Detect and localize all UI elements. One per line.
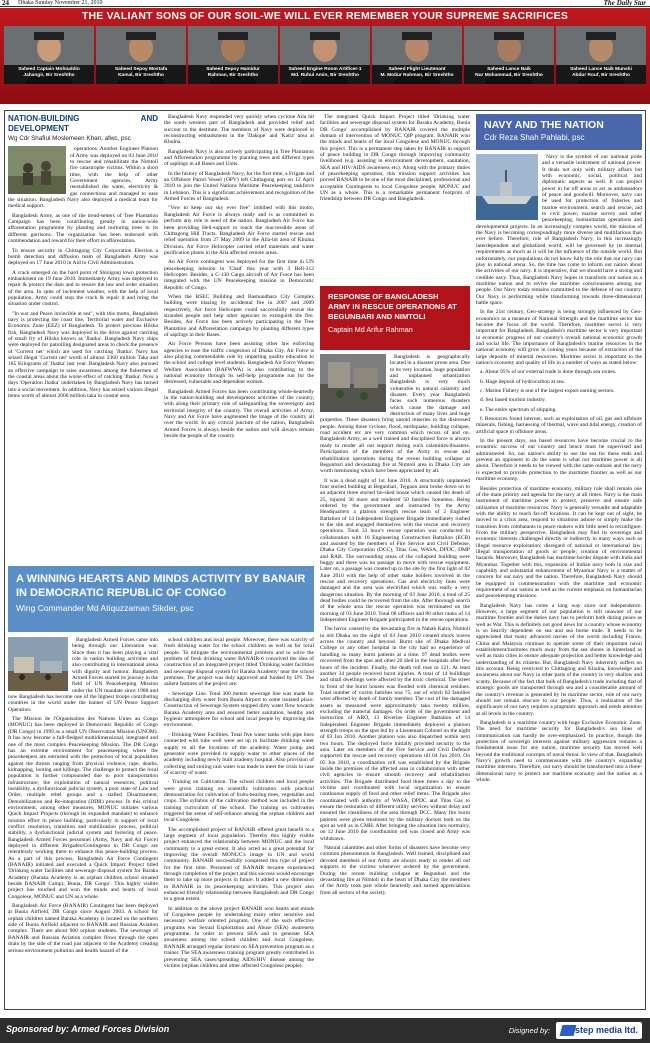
portrait-title: Jahangir, Bir Sreshtho — [23, 73, 75, 78]
article-title: A WINNING HEARTS AND MINDS ACTIVITY BY BANAIR IN DEMOCRATIC REPUBLIC OF CONGO — [16, 573, 306, 599]
article-para: - Training on Cultivation. The school children and local people were given training on scientific cultivation with practical demonstration for cultivation of fruits-bearing trees, vegetables and crops. The syllabus of the cultivation method was included in the training curriculum of the school. The training on cultivation triggered the sense of self-reliance among the orphan children and local Congolese. — [164, 779, 314, 824]
article-body — [320, 354, 470, 896]
portrait-title: Md. Ruhul Amin, Bir Sreshtho — [291, 73, 359, 78]
article-title: NATION-BUILDING AND DEVELOPMENT — [8, 114, 158, 133]
article-para: Bangladesh Navy is also actively participating in Tree Plantation and Afforestation programme by planting trees and different types of saplings in all Bases and Units. — [164, 148, 314, 168]
article-banair-header — [8, 566, 314, 632]
portrait-title: Abdur Rouf, Bir Sreshtho — [572, 73, 630, 78]
article-banair-end — [320, 114, 470, 206]
portrait-name: Saheed Captain Mohiuddin — [18, 67, 80, 72]
portrait-card — [188, 26, 278, 84]
banair-photo — [8, 637, 68, 691]
portrait-caption — [280, 65, 370, 84]
article-para: Natural calamities and other forms of disasters have become very common phenomenon in Bangladesh. Well trained, disciplined and devoted members of our Army are always ready to render all out supports to the victims whenever ordered by the government. During the recent building collapse at Begunbari and the devastating fire at Nimtoli in the heart of Dhaka City the members of the Army took part whole heartedly and earned appreciations from all sectors of the society. — [320, 845, 470, 896]
article-para: When the BSEC Building and Bashundhara City Complex building were blazing by accidental fire in 2007 and 2009 respectively, Air force Helicopter could successfully rescue the stranded people and help other agencies to extinguish the fire. Besides, Air Force has been actively participating in the Tree Plantation and Afforestation campaign by planting different types of saplings in their Bases. — [164, 293, 314, 338]
designer-logo — [556, 1022, 642, 1039]
portrait-name: Saheed Lance Naik — [487, 67, 531, 72]
designer-logo-text: step media ltd. — [574, 1025, 638, 1035]
article-nation-building-cont — [164, 114, 314, 443]
article-para: Bangladesh Navy responded very quickly when cyclone Aila hit the south western part of Bangladesh and provided relief and succour to the destitute. The members of Navy were deployed in reconstructing embankment in the 'Dakope' and 'Kaira' area at Khulna. — [164, 114, 314, 146]
article-para: The Mission de l'Organisation des Nations Unies au Congo (MONUC) has been deployed in Democratic Republic of Congo (DR Congo) in 1999 as a small UN Observation Mission (UNOM). It has now become a full-fledged multidimensional, integrated and one of the most complex Peacekeeping Mission. The DR Congo has an extreme environment for peacekeeping where the peacekeepers are entrusted with the protection of local population against the threats ranging from physical violence, rape, deaths, kidnapping, looting and killings. The challenge to protect the local population is further compounded due to poor transportation infrastructure, the exploitation of natural resources, political instability, a dysfunctional judicial system, a poor state of Law and Order, multiple rebel groups and a stalled Disarmament, Demobilization and Re-integration (DDR) process. In this critical environment, among other measures, MONUC initiates various Quick Impact Projects (through its expanded mandate) to enhance mission effort in peace building, particularly in support of local conflict resolution, transition and stabilization process, political stability, a dysfunctional judicial system and fostering of peace. Bangladesh Armed Forces personnel (Army, Navy and Air Force) deployed in different Brigades/Contingents in DR Congo are relentlessly working there to enhance this peace-building process. As a part of this process, Bangladesh Air Force Contingent (BANAIR) initiated and executed a Quick Impact Project titled 'Drinking water facilities and sewerage disposal system for Baraka Academy (Baraka Academy is an orphan children school situated beside BANAIR Camp), Bunia, DR Congo'. This highly visible project has touched and won the minds and hearts of local Congolese, MONUC and UN as a whole. — [8, 716, 158, 900]
article-para: In the 21st century, Geo-strategy is being strongly influenced by Geo-economics as a measure of National Strength and the maritime sector has become the focus of the world. Therefore, maritime sector is very important for Bangladesh. Bangladesh's maritime sector is very important in economic progress of our country's overall national economic growth and social life. The importance of Bangladesh's marine resources in the national economy will grow in coming years because of extraction of the large deposits of mineral resources. Maritime sector is important to the nation's economy and quality of life in a number of ways as stated below: — [476, 309, 642, 366]
portrait-name: Saheed Lance Naik Munshi — [570, 67, 632, 72]
article-title: NAVY AND THE NATION — [484, 119, 604, 131]
rescue-photo — [320, 354, 386, 412]
article-para: In the history of Bangladesh Navy, for the first time, a Frigate and an Offshore Patrol Vessel (OPV) left Chittagong port on 12 April 2010 to join the United Nations Maritime Peacekeeping taskforce in Lebanon. This is a significant achievement and recognition of the Armed Forces of Bangladesh. — [164, 170, 314, 203]
article-para: The havoc caused by the devastating fire at Nabab Katra, Nimtoli in old Dhaka on the night of 03 June 2010 created shock waves across the country and beyond. Burnt site of Dhaka Medical College or any other hospital in the city had no experience of handling so many burnt patients at a time. 97 dead bodies were recovered from the spot and other 20 died in the hospitals after few hours of the incident. Finally, the death toll rose to 121. At least another 34 people received burnt injuries. A total of 14 buildings and small dwellings were affected by the toxic chemical. The street in front of the burnt houses was flooded with chemical residues. Total number of victim families was 75, out of which 63 families were affected by death of family member. The cost of the damaged assets as measured were approximately taka twenty million, excluding the material damages. On order of the government and instruction of ARO, 13 Riverine Engineer Battalion of 14 Independent Engineer Brigade immediately deployed a platoon strength troops on the spot led by a Lieutenant Colonel on the night of 03 Jun 2010. Another platoon was also dispatched within next two hours. The deployed force initially provided security to the area. Later on members of the Fire Service and Civil Defence supported the rescue and recovery operations till 04 Jun 2010. On 05 Jun 2010, a coordination cell was established by the Brigade inside the premises of the affected area in collaboration with other civil agencies to ensure smooth recovery and rehabilitation activities. The Brigade distributed food three times a day to the victims and coordinated with local organization to ensure continuous supply of food and other relief items. The Brigade also coordinated with authority of WASA, DPDC and Titas Gas to ensure the restoration of different utility services without delay and ensured the cleanliness of the area through DCC. Many fire burnt patients were given treatment by the military doctors both on the spot as well as in CMH. After bringing the situation into normalcy, on 12 June 2010 the coordination cell was closed and Army was withdrawn. — [320, 626, 470, 842]
article-rescue-header — [320, 286, 470, 350]
portrait-card — [4, 26, 94, 84]
article-para: operations. Another Engineer Platoon of Army was deployed on 03 June 2010 to rescue and rehabilitate the Nimtoli fire catastrophe victims. Within a short time, with the help of other Government agencies, Army reestablished the water, electricity & gas connections and managed to ease the situation. Bangladesh Navy also deployed a medical team for medical support. — [8, 146, 158, 210]
banner-title: THE VALIANT SONS OF OUR SOIL-WE WILL EVER REMEMBER YOUR SUPREME SACRIFICES — [81, 10, 569, 22]
article-para: A crack emerged on the hard point of Shinigonj town protection embankment on 19 June 2010. Immediately Army was deployed to repair & protect the dam and to ensure the law and order situation of the area. In spite of inclement weather, with the help of local population, Army could stop the crack & repair it and bring the situation under control. — [8, 269, 158, 308]
article-navy-body — [476, 154, 642, 786]
article-para: - Sewerage Line. Total 300 meters sewerage line was made for discharging dirty water from Bunia Airport to some isolated place. Construction of Sewerage System stopped dirty water flow towards Baraka Academy area and ensured better sanitation, healthy and hygienic atmosphere for school and local people by improving the environment. — [164, 690, 314, 729]
portrait-card — [556, 26, 646, 84]
portrait-row — [4, 26, 646, 84]
portrait-caption — [4, 65, 94, 84]
portrait-name: Saheed Engine Room Artificer-1 — [288, 67, 362, 72]
article-para: Besides protection of maritime economy, military role shall remain one of the main priority and agenda for the navy at all times. Navy is the main instrument of maritime power to protect, preserve and ensure safe utilization of maritime resources. Navy is generally versatile and adaptable with the ability to reach far-off locations. It can be kept out of sight, be moved to a crisis area, respond to situations ashore or simply make the transition from combatants to peace makers with little need to reconfigure. From the military perspective, Bangladesh may find its sovereign and economic interests challenged directly or indirectly in many ways such as illegal resource exploitation; disregard of national or international law; illegal transportation of goods or people; creation of environmental hazards. Moreover, Bangladesh has maritime border dispute with India and Myanmar. Together with this, expansion of Indian navy both in size and capability and substantial enhancement of Myanmar Navy is a matter of concern for our navy and the nation. Therefore, Bangladesh Navy should be equipped in commensuration with the maritime and economic requirement of our nation as well as the current emphasis on humanitarian and peacekeeping missions. — [476, 485, 642, 600]
article-para: "In war and Peace invincible at sea", with this motto, Bangladesh navy is protecting the coast line, Territorial water and Exclusive Economic Zone (EEZ) of Bangladesh. To protect precious Hilsha fish, Bangladesh Navy was deployed in the drive against catching of small fry of Hilsha known as 'Jhatka'. Bangladesh Navy ships were deployed for patrolling designated areas to check the presence of 'Current net' which are used for catching 'Jhatka'. Navy has seized illegal 'Current net' worth of almost 2360 million Taka and 185 Kilograms of 'Jhatka' last year. Bangladesh Navy also pursued an effective campaign to raise awareness among the fishermen of the coastal areas about the worse effect of catching 'Jhatka'. Now a days 'Operation Jhatka' undertaken by Bangladesh Navy has turned into a social movement. In addition, Navy has seized various illegal items worth of almost 2000 million taka in coastal area. — [8, 310, 158, 400]
article-body-cont — [164, 637, 314, 969]
article-para: Navy is the symbol of our national pride and a versatile instrument of national power. It deals not only with military affairs but with economic, social, political and diplomatic aspects as well. It can project power in far off areas or act as ambassadors of peace and goodwill. Moreover, navy can be used for protection of fisheries and marine environment, search and rescue, aid to civil power, marine survey and other peacekeeping, humanitarian operations and developmental projects. In an increasingly complex world, the mission of the Navy is becoming correspondingly more diverse and multifarious than ever before. Therefore, role of Bangladesh Navy, in this increasingly interdependent and globalized world, will be governed by its internal requirements as much as it will be the influence of the outside world. But unfortunately, our populations do not know fully the role that our navy can play in national arena. So, the time has come to inform our nation about the activities of our navy. It is imperative, that we should have a strong and credible navy. Thus, Bangladesh Navy hopes to transform our nation as a maritime nation and to revive the maritime consciousness among our people. Our Navy today remains committed to the defense of our country. Our Navy is performing while transforming towards three-dimensional battle space. — [476, 154, 642, 306]
tribute-banner — [0, 8, 650, 104]
portrait-caption — [372, 65, 462, 84]
article-para: c. Marine Fishery is one of the largest export earning sectors. — [480, 388, 615, 395]
portrait-name: Saheed Flight Lieutenant — [388, 67, 446, 72]
article-para: Bangladesh Armed Forces has been contributing whole-heartedly in the nation-building and development activities of the country, with along their primary role of safeguarding the sovereignty and territorial integrity of the country. The overall activities of Army, Navy and Air Force have augmented the image of the country all over the world. In any critical juncture of the nation, Bangladesh Armed Forces is always beside the nation and will always remain beside the people of the country. — [164, 388, 314, 440]
article-para: Bangladesh is geographically located in a disaster prone area. Due to its very location, huge population and unplanned urbanization Bangladesh is very much vulnerable to natural calamity and disaster. Every year Bangladesh faces such numerous disasters which cause the damage and destruction of many lives and huge properties. These disasters bring untold miseries to the distressed people. Among those cyclone, flood, earthquake, building collapse, road accident etc are very common which recurs of and on. Bangladesh Army, as a well trained and disciplined force is always ready to render all out support during such calamities/disasters. Participation of the members of the Army in rescue and rehabilitation operations during the recent building collapse at Begunbari and devastating fire at Nimtoli area in Dhaka City are worth mentioning which have been appreciated by all. — [320, 354, 470, 475]
portrait-card — [280, 26, 370, 84]
portrait-title: Rahman, Bir Sreshtho — [207, 73, 259, 78]
portrait-title: M. Motiur Rahman, Bir Sreshtho — [380, 73, 454, 78]
article-byline: Captain Md Arifur Rahman — [328, 325, 413, 334]
page-footer — [0, 1018, 650, 1043]
portrait-card — [96, 26, 186, 84]
article-title: RESPONSE OF BANGLADESH ARMY IN RESCUE OPERATIONS AT BEGUNBARI AND NIMTOLI — [328, 292, 457, 321]
article-para: The accomplished project of BANAIR offered great benefit to a large segment of local population. Thereby this highly visible project enhanced the relationship between MONUC and the local community to a great extent. It also acted as a great potential for improving the overall MONUC's image to UN and world community. BANAIR successfully completed this type of project for the first time. Personnel of BANAIR became experienced through completion of the project and this success would encourage them to take up more projects in future. It added a new dimension to BANAIR in its peacekeeping activities. This project also enhanced friendly relationship between Bangladesh and DR Congo to a great extent. — [164, 826, 314, 903]
portrait-card — [372, 26, 462, 84]
page-number: 24 — [2, 0, 9, 7]
portrait-caption — [96, 65, 186, 84]
navy-photo — [476, 154, 538, 220]
article-para: To ensure security in Chittagong City Corporation Election a bomb detection and diffusion team of Bangladesh Army was deployed on 17 June 2010 in Aid to Civil Administration. — [8, 247, 158, 267]
step-media-logo-icon — [560, 1025, 577, 1036]
article-banair-col2 — [164, 637, 314, 972]
article-para: Bangladesh Air Force (BANAIR) Contingent has been deployed at Bunia Airfield, DR Congo since August 2003. A school for orphan children named Baraka Academy is located on the northern side of Bunia Airfield adjacent to BANAIR and Russian Aviation complex. There are about 900 orphan students. The sewerage of BANAIR and Russian Aviation complex flows through the open drain by the side of the road just adjacent to the Academy creating serious environment pollution and health hazard of the — [8, 903, 158, 954]
issue-date: Dhaka Sunday November 21, 2010 — [18, 0, 103, 6]
article-body — [476, 154, 642, 783]
portrait-title: Nur Mohammad, Bir Sreshtho — [475, 73, 543, 78]
article-navy-header — [476, 114, 642, 150]
page-header — [0, 0, 650, 7]
article-para: e. The entire spectrum of shipping. — [480, 406, 557, 413]
article-para: An Air Force contingent was deployed for the first time in UN peacekeeping mission in 'Chad' this year with 3 Bell-212 Helicopter. Besides, a C-130 Cargo aircraft of Air Force has been integrated with the UN Peacekeeping mission in Democratic Republic of Congo. — [164, 259, 314, 291]
designer-label: Disigned by: — [508, 1026, 550, 1035]
article-para: "Vow to keep our sky ever free" imbibed with this motto, Bangladesh Air Force is always ready and is as committed to perform any role in need of the nation. Bangladesh Air Force has been providing Heli-support to reach the inaccessible areas of Chittagong Hill Tracts. Bangladesh Air Force started rescue and relief operation from 27 May 2009 in the Aila-hit area of Khulna Division. Air Force Helicopter carried relief materials and water purification plants in the Aila affected remote areas. — [164, 205, 314, 256]
article-para: a. About 95% of our external trade is done through sea routes. — [480, 369, 617, 376]
article-byline: Wg Cdr Shafiul Moslemeen Khan, afwc, psc — [8, 135, 131, 142]
article-para: Bangladesh is a maritime country with huge Exclusive Economic Zone. The need for maritime security for Bangladesh's sea lines of communication can hardly be over-emphasized. In practice, though the protection of sovereign interests against military aggression remains a fundamental issue for any nation, maritime security has moved well beyond the traditional concepts of naval threat. In view of that, Bangladesh Navy's growth need to commensurate with the country's expanding maritime interests. Therefore, our navy should be transformed into a three-dimensional navy to protect our maritime economy and the nation as a whole. — [476, 719, 642, 783]
article-rescue-body — [320, 354, 470, 899]
article-para: b. Huge deposit of hydrocarbon at sea. — [480, 378, 565, 385]
article-para: Bangladesh Navy has come a long way since our independence. However, a large segment of our population is still unaware of our maritime frontier and the duties navy has to perform both during peace as well as War. This is definitely not good news for a country whose economy is so heavily dependent on sea and sea borne trade. It needs to be appreciated that many advanced navies of the world including France, China and Malaysia continue to operate some of their important naval establishment/institutes much away from the sea shores in hinterland as well as main cities to ensure adequate projection and better knowledge and understanding of its citizens. But, Bangladesh Navy inherently suffers on this account. Being restricted to Chittagong and Khulna, knowledge and awareness about our Navy in other parts of the country is very shallow and scanty. Because of the fact that bulk of Bangladesh's trade including that of strategic goods are transported through sea and a considerable amount of the country's revenue is generated by its maritime sector, role of our navy should not remain obscure to our people. Thus, a realization of the significance of our navy requires a pragmatic approach and needs attention at all levels in the country. — [476, 602, 642, 717]
portrait-caption — [464, 65, 554, 84]
masthead: The Daily Star — [603, 0, 646, 7]
article-para: It was a dead night of 1st June 2010. A structurally unplanned four storied building at Begunbari, Tejgaon area broke down on to an adjacent three storied tin-shed house which caused the death of 25, injured 30 more and rendered 50 families homeless. Being ordered by the government and instructed by the Army Headquarters a platoon strength rescue team of 2 Engineer Battalion of 14 Independent Engineer Brigade immediately rushed to the site and engaged themselves with the rescue and recovery operations. Total 33 hour's rescue operation was conducted in collaboration with 16 Engineering Construction Battalion (ECB) and assisted by the members of Fire Service and Civil Defense, Dhaka City Corporation (DCC), Titas Gas, WASA, DPDC, DMP and RAB. The surrounding areas of the collapsed building were buggy and there was no passage to move with rescue equipment. Later on, a passage was created up to the site by the first light of 02 June 2010 with the help of other stake holders involved in the rescue and recovery operations. Gas and electricity lines were damaged and the area was electrified which was really a very dangerous situation. By the morning of 03 June 2010, a total of 25 dead bodies could be recovered from the site. After thorough search of the whole area the rescue operation was terminated on the morning of 03 June 2010. Total 08 officers and 80 other ranks of 14 Independent Engineer Brigade participated in the rescue operations. — [320, 477, 470, 624]
article-nation-building — [8, 114, 158, 402]
article-para: d. Sea based tourism industry. — [480, 397, 546, 404]
article-para: In the present days, sea based resources have become crucial to the economic success of our country and hence must be supervised and administered. So, our nation's ability to use the sea for these ends and prevent an opponent to do the same is what our maritime power is all about. Therefore it needs to be viewed with the same outlook and the navy is expected to provide protection to the maritime frontier as well as our maritime economy. — [476, 438, 642, 483]
article-byline: Wing Commander Md Atiquzzaman Sikder, psc — [16, 603, 194, 613]
portrait-card — [464, 26, 554, 84]
article-banair-col1 — [8, 637, 158, 957]
portrait-name: Saheed Sepoy Hamidur — [206, 67, 260, 72]
portrait-caption — [556, 65, 646, 84]
article-para: The integrated Quick Impact Project titled 'Drinking water facilities and sewerage disposal system for Baraka Academy, Bunia DR Congo' accomplished by BANAIR covered the multiple domain of intervention of MONUC QIP program. BANAIR won the minds and hearts of the local Congolese and MONUC through this project. This is a permanent step taken by BANAIR in support of peace building in DR Congo through improving community livelihood (e.g. assisting in environment development, sanitation, SEA and HIV/AIDS awareness etc). Along with the primary duties of peacekeeping operation, this mission support activities has proved BANAIR to be one of the most disciplined, professional and acceptable Contingents to local Congolese people, MONUC and UN as a whole. This is a remarkable permanent footprint of friendship between DR Congo and Bangladesh. — [320, 114, 470, 203]
article-para: Air Force Persons have been assisting other law enforcing agencies to ease the traffic congestion of Dhaka City. Air Force is also playing commendable role by imparting quality education to the school and college level students. Bangladesh Air Force Women Welfare Association (BAFWWA) is also contributing to the national economy through its self-help programme run for the distressed, vulnerable and dependent women. — [164, 341, 314, 386]
article-para: - Drinking Water Facilities. Total five water tanks with pipe lines connected with tube well were set up to facilitate drinking water supply to all the locations of the academy. Water pump and generator were provided to supply water to other places of the academy including newly built academy hospital. Also provision of collecting and storing rain water was made to meet the crisis in case of scarcity of water. — [164, 731, 314, 776]
article-body-cont — [164, 114, 314, 440]
portrait-name: Saheed Sepoy Mostafa — [114, 67, 168, 72]
portrait-title: Kamal, Bir Sreshtho — [118, 73, 164, 78]
sponsor-text: Sponsored by: Armed Forces Division — [6, 1024, 170, 1034]
article-para: Bangladesh Army, as one of the trend-setters of Tree Plantation Campaign has been contributing greatly in nation-wide afforestation programme by planting and nurturing trees in its different garrisons. The organization has been endorsed with commendation and reward for their effort in afforestation. — [8, 212, 158, 245]
portrait-caption — [188, 65, 278, 84]
article-para: school children and local people. Moreover, there was scarcity of fresh drinking water for the school children as well as for local people. To mitigate the environmental problem and to solve the problem of fresh drinking water BANAIR-6 conceived the idea of construction of an integrated project titled 'Drinking water facilities and sewerage disposal system for Baraka Academy' near the school premises. The project was duly approved and funded by UN. The salient features of the project are: — [164, 637, 314, 688]
article-byline: Cdr Reza Shah Pahlabi, psc — [484, 133, 585, 142]
article-para: f. Resources found internet, such as exploitation of oil, gas and offshore minerals, fishing, harnessing of thermal, wave and tidal energy, creation of artificial space in offshore areas. — [476, 416, 642, 435]
army-photo — [8, 146, 66, 194]
article-para: In addition to the above project BANAIR won hearts and minds of Congolese people by undertaking many other sensitive and necessary welfare oriented program. One of the such effective programs was Sexual Exploitation and Abuse (SEA) awareness programme. In order to prevent SEA and to generate SEA awareness among the school children and local Congolese, BANAIR arranged regular lecture on SEA prevention program as a trainer. The SEA awareness training program greatly contributed in preventing SEA cases/spreading AIDS/HIV disease among the victims (orphan children and other affected Congolese people). — [164, 905, 314, 969]
article-para: Bangladesh Armed Forces came into being through our Liberation war. Since then it has been playing a vital role in nation building activities and also contributing in international arena with dignity and honour. Bangladesh Armed Forces started its journey in the field of UN Peacekeeping Mission under the UN mandate since 1988 and now Bangladesh has become one of the highest troops contributing countries in the world under the banner of UN Peace Support Operation. — [8, 637, 158, 713]
